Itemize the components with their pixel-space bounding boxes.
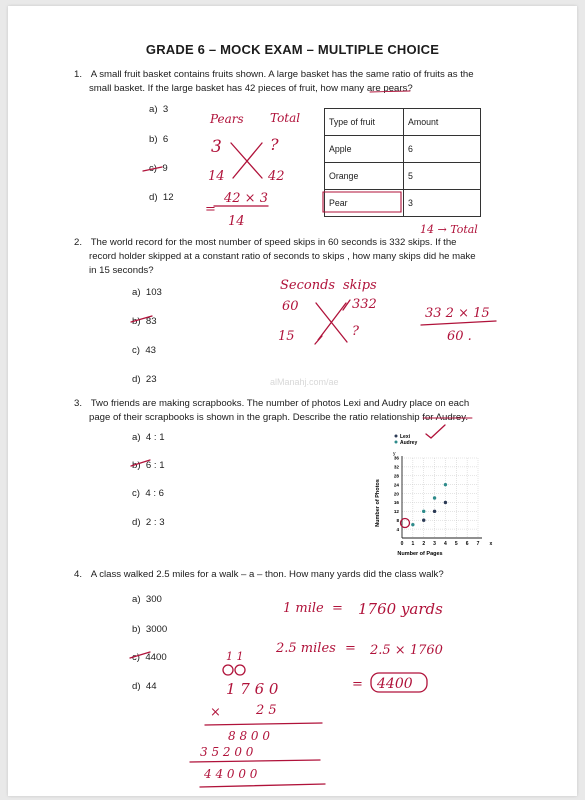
hw-symbol: = xyxy=(205,202,216,217)
option-3a[interactable]: a) 4 : 1 xyxy=(132,432,165,443)
hw-multiplicand: 1 7 6 0 xyxy=(226,680,279,698)
question-2 xyxy=(74,236,564,278)
y-tick-label: 12 xyxy=(393,509,399,515)
question-number: 3. xyxy=(74,398,83,409)
question-4 xyxy=(74,568,564,582)
hw-partial-product: 8 8 0 0 xyxy=(228,729,270,743)
x-tick-label: 1 xyxy=(411,541,415,547)
hw-label: Pears xyxy=(210,112,244,126)
table-header-row xyxy=(325,109,481,136)
x-tick-label: 4 xyxy=(444,541,447,547)
question-text-line: A small fruit basket contains fruits shown. A large basket has the same ratio of fruits as the xyxy=(90,69,474,80)
question-1 xyxy=(74,68,564,96)
option-4b[interactable]: b) 3000 xyxy=(132,624,168,635)
question-3 xyxy=(74,397,564,425)
y-tick-label: 24 xyxy=(393,482,399,488)
photos-scatter-chart xyxy=(360,428,493,558)
legend-marker-lexi xyxy=(395,435,398,438)
hw-partial-product: 3 5 2 0 0 xyxy=(200,745,254,759)
hw-expression: 33 2 × 15 xyxy=(425,306,490,321)
table-row xyxy=(325,190,481,217)
hw-carry: 1 1 xyxy=(226,650,244,663)
x-tick-label: x xyxy=(489,541,493,547)
data-point-lexi xyxy=(422,519,425,522)
hw-number: 332 xyxy=(352,297,377,312)
legend-label: Audrey xyxy=(400,440,418,446)
hw-label: skips xyxy=(343,278,377,293)
hw-expression: 2.5 miles xyxy=(276,641,336,656)
legend-marker-audrey xyxy=(395,441,398,444)
hw-number: 42 xyxy=(268,169,285,184)
x-tick-label: 6 xyxy=(465,541,469,547)
hw-symbol: = xyxy=(332,601,343,616)
legend-label: Lexi xyxy=(400,434,411,440)
question-text-line: A class walked 2.5 miles for a walk – a – thon. How many yards did the class walk? xyxy=(90,569,444,580)
watermark: alManahj.com/ae xyxy=(270,377,339,387)
hw-expression: 60 . xyxy=(447,329,472,344)
chart-legend xyxy=(395,434,418,446)
question-number: 4. xyxy=(74,569,83,580)
data-point-lexi xyxy=(444,501,447,504)
hw-expression: 42 × 3 xyxy=(224,191,268,206)
chart-points xyxy=(411,483,447,526)
x-tick-label: 7 xyxy=(476,541,480,547)
option-2c[interactable]: c) 43 xyxy=(132,345,157,356)
table-cell: Pear xyxy=(325,190,404,217)
y-tick-label: 16 xyxy=(393,500,399,506)
question-number: 2. xyxy=(74,237,83,248)
question-text-line: in 15 seconds? xyxy=(89,265,154,276)
x-tick-label: 2 xyxy=(422,541,426,547)
option-3d[interactable]: d) 2 : 3 xyxy=(132,517,165,528)
hw-number: 15 xyxy=(278,329,295,344)
hw-expression: 1 mile xyxy=(283,601,324,616)
x-tick-label: 5 xyxy=(454,541,458,547)
hw-number: ? xyxy=(352,324,359,339)
option-3b[interactable]: b) 6 : 1 xyxy=(132,460,165,471)
table-cell: Apple xyxy=(325,136,404,163)
table-cell: 5 xyxy=(404,163,481,190)
hw-label: Seconds xyxy=(280,278,336,293)
data-point-audrey xyxy=(422,510,425,513)
option-1b[interactable]: b) 6 xyxy=(149,134,169,145)
question-text-line: Two friends are making scrapbooks. The number of photos Lexi and Audry place on each xyxy=(90,398,470,409)
hw-number: ? xyxy=(270,135,279,154)
data-point-audrey xyxy=(411,523,414,526)
y-tick-label: 20 xyxy=(393,491,399,497)
y-tick-label: 4 xyxy=(396,526,399,532)
table-row xyxy=(325,136,481,163)
y-tick-label: 28 xyxy=(393,473,399,479)
page-title: GRADE 6 – MOCK EXAM – MULTIPLE CHOICE xyxy=(145,42,440,57)
table-cell: 3 xyxy=(404,190,481,217)
option-2d[interactable]: d) 23 xyxy=(132,374,157,385)
option-4a[interactable]: a) 300 xyxy=(132,594,162,605)
x-tick-label: 3 xyxy=(433,541,436,547)
option-4d[interactable]: d) 44 xyxy=(132,681,157,692)
table-cell: 6 xyxy=(404,136,481,163)
option-2b[interactable]: b) 83 xyxy=(132,316,157,327)
hw-symbol: × xyxy=(210,705,221,720)
hw-number: 3 xyxy=(211,137,222,157)
hw-note: 14 → Total xyxy=(420,223,478,236)
hw-number: 60 xyxy=(282,299,299,314)
option-1c[interactable]: c) 9 xyxy=(149,163,168,174)
hw-multiplier: 2 5 xyxy=(256,703,277,718)
y-axis-label: Number of Photos xyxy=(375,479,381,527)
x-axis-label: Number of Pages xyxy=(397,551,443,557)
y-tick-label: 36 xyxy=(393,455,399,461)
question-text-line: The world record for the most number of speed skips in 60 seconds is 332 skips. If the xyxy=(90,237,457,248)
hw-product: 4 4 0 0 0 xyxy=(204,767,258,781)
option-3c[interactable]: c) 4 : 6 xyxy=(132,488,165,499)
question-text-line: small basket. If the large basket has 42 pieces of fruit, how many are pears? xyxy=(89,83,413,94)
data-point-audrey xyxy=(444,483,447,486)
hw-number: 14 xyxy=(208,169,225,184)
hw-expression: 2.5 × 1760 xyxy=(370,643,443,658)
table-cell: Orange xyxy=(325,163,404,190)
table-row xyxy=(325,163,481,190)
data-point-lexi xyxy=(433,510,436,513)
hw-answer: 4400 xyxy=(377,676,413,692)
hw-expression: 1760 yards xyxy=(358,600,443,618)
table-header: Amount xyxy=(404,109,481,136)
y-tick-label: 32 xyxy=(393,464,399,470)
option-2a[interactable]: a) 103 xyxy=(132,287,162,298)
option-4c[interactable]: c) 4400 xyxy=(132,652,167,663)
chart-ticks xyxy=(394,456,493,547)
x-tick-label: 0 xyxy=(400,541,404,547)
y-tick-label: 8 xyxy=(396,517,399,523)
option-1d[interactable]: d) 12 xyxy=(149,192,174,203)
hw-expression: 14 xyxy=(228,214,245,229)
hw-label: Total xyxy=(270,111,301,125)
option-1a[interactable]: a) 3 xyxy=(149,104,169,115)
data-point-audrey xyxy=(433,496,436,499)
fruit-table xyxy=(324,108,481,217)
hw-symbol: = xyxy=(352,677,363,692)
question-text-line: page of their scrapbooks is shown in the graph. Describe the ratio relationship for Audrey. xyxy=(89,412,468,423)
hw-symbol: = xyxy=(345,641,356,656)
question-text-line: record holder skipped at a constant ratio of seconds to skips , how many skips did he make xyxy=(89,251,476,262)
y-axis-letter: y xyxy=(393,451,396,457)
question-number: 1. xyxy=(74,69,83,80)
table-header: Type of fruit xyxy=(325,109,404,136)
